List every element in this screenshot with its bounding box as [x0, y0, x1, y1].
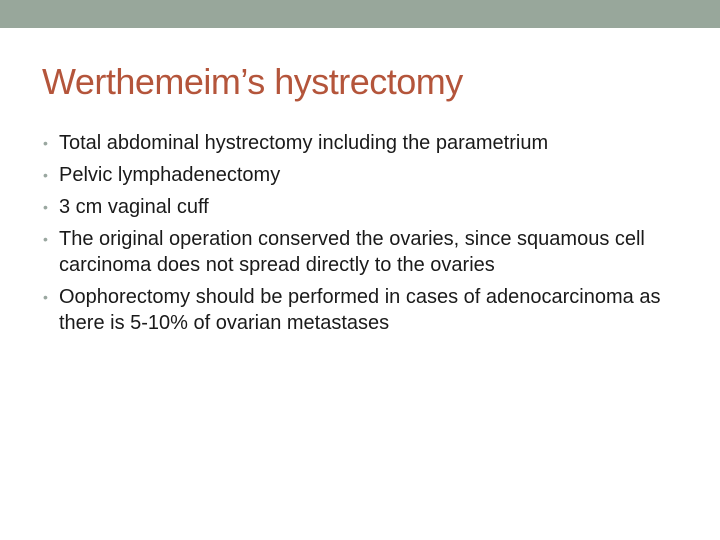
bullet-text: Total abdominal hystrectomy including the parametrium: [59, 132, 549, 154]
bullet-item: [42, 130, 702, 156]
bullet-text: Pelvic lymphadenectomy: [59, 164, 281, 186]
slide-title: Werthemeim’s hystrectomy: [42, 61, 463, 102]
bullet-item: [42, 226, 702, 278]
bullet-list: [42, 130, 702, 342]
bullet-item: [42, 162, 702, 188]
bullet-text: Oophorectomy should be performed in cases of adenocarcinoma as there is 5-10% of ovarian metastases: [59, 286, 661, 334]
bullet-text: 3 cm vaginal cuff: [59, 196, 209, 218]
bullet-dot-icon: •: [43, 289, 48, 305]
bullet-dot-icon: •: [43, 231, 48, 247]
top-accent-bar: [0, 0, 720, 28]
bullet-dot-icon: •: [43, 167, 48, 183]
bullet-dot-icon: •: [43, 135, 48, 151]
bullet-item: [42, 194, 702, 220]
bullet-dot-icon: •: [43, 199, 48, 215]
bullet-item: [42, 284, 702, 336]
bullet-text: The original operation conserved the ovaries, since squamous cell carcinoma does not spread directly to the ovaries: [59, 228, 645, 276]
